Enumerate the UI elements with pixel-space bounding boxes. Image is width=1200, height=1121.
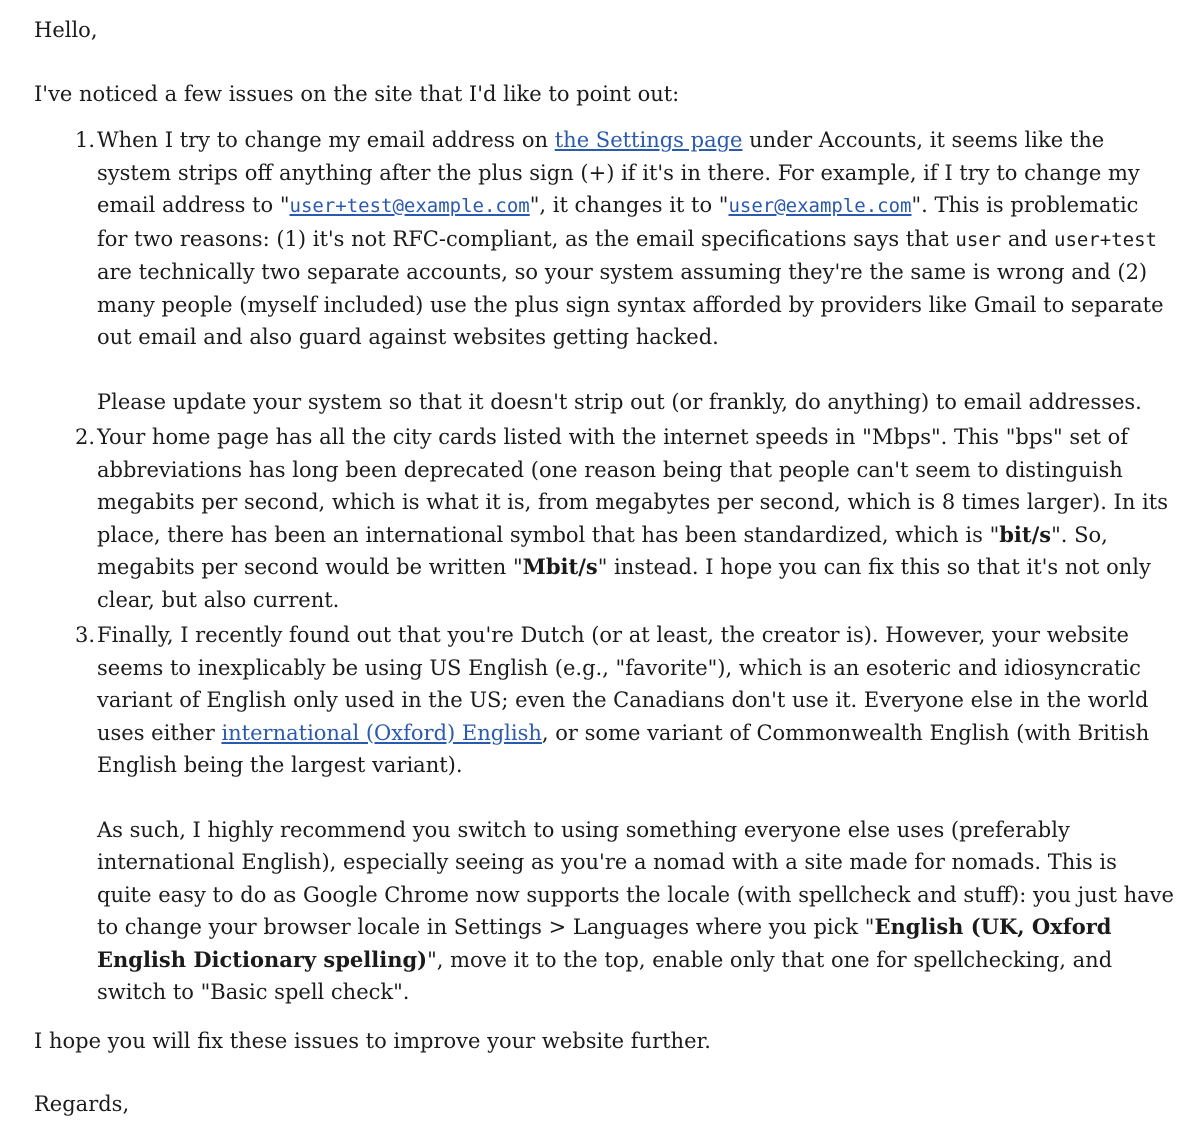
- email-code: user@example.com: [728, 195, 912, 217]
- text-run: , or some variant of Commonwealth English (with British English being the largest variant).: [97, 720, 1150, 777]
- text-run: are technically two separate accounts, so your system assuming they're the same is wrong and (2) many people (myself included) use the plus sign syntax afforded by providers like Gmail to separate out email and also guard against websites getting hacked.: [97, 260, 1164, 349]
- settings-page-link[interactable]: the Settings page: [554, 128, 743, 152]
- list-item: [34, 421, 1174, 616]
- greeting: Hello,: [34, 18, 98, 42]
- list-item: [34, 124, 1174, 418]
- list-number: 1.: [75, 128, 96, 152]
- text-run: under Accounts, it seems like the system strips off anything after the plus sign (+) if it's in there. For example, if I try to change my email address to ": [97, 128, 1140, 217]
- list-number: 2.: [75, 425, 96, 449]
- signoff: Regards,: [34, 1092, 130, 1116]
- issue-1-request: Please update your system so that it doesn't strip out (or frankly, do anything) to email addresses.: [97, 389, 1142, 414]
- text-run: " instead. I hope you can fix this so that it's not only clear, but also current.: [97, 555, 1151, 612]
- text-run: Finally, I recently found out that you're Dutch (or at least, the creator is). However, your website seems to inexplicably be using US English (e.g., "favorite"), which is an esoteric and idiosyncratic variant of English only used in the US; even the Canadians don't use it. Everyone else in the world uses either: [97, 623, 1149, 745]
- list-number: 3.: [75, 623, 96, 647]
- issues-list: [34, 124, 1174, 1009]
- issue-2-paragraph: [97, 421, 1174, 616]
- email-link-plus[interactable]: [290, 193, 530, 217]
- text-run: Your home page has all the city cards listed with the internet speeds in "Mbps". This "bps" set of abbreviations has long been deprecated (one reason being that people can't seem to distinguish megabits per second, which is what it is, from megabytes per second, which is 8 times larger). In its place, there has been an international symbol that has been standardized, which is ": [97, 425, 1168, 547]
- text-run: ", move it to the top, enable only that one for spellchecking, and switch to "Basic spell check".: [97, 947, 1113, 1004]
- text-run: ". This is problematic for two reasons: (1) it's not RFC-compliant, as the email specifications says that: [97, 193, 1139, 251]
- email-code: user+test@example.com: [289, 195, 530, 217]
- closing-paragraph: I hope you will fix these issues to improve your website further.: [34, 1028, 711, 1053]
- inline-code-user: user: [955, 228, 1002, 251]
- text-run: When I try to change my email address on: [97, 128, 555, 152]
- inline-code-user-test: user+test: [1054, 228, 1157, 251]
- bold-locale-name: English (UK, Oxford English Dictionary spelling): [97, 914, 1112, 972]
- text-run: As such, I highly recommend you switch to using something everyone else uses (preferably international English), especially seeing as you're a nomad with a site made for nomads. This is quite easy to do as Google Chrome now supports the locale (with spellcheck and stuff): you just have to change your browser locale in Settings > Languages where you pick ": [97, 817, 1174, 939]
- intro-paragraph: I've noticed a few issues on the site that I'd like to point out:: [34, 81, 680, 106]
- bold-mbit-s: Mbit/s: [522, 554, 598, 579]
- list-item: [34, 619, 1174, 1009]
- bold-bit-s: bit/s: [999, 521, 1052, 547]
- issue-3-paragraph: [97, 619, 1174, 782]
- oxford-english-link[interactable]: international (Oxford) English: [221, 720, 542, 745]
- email-link-plain[interactable]: [728, 193, 911, 217]
- text-run: ". So, megabits per second would be written ": [97, 522, 1108, 579]
- email-body: [34, 14, 1174, 1121]
- text-run: ", it changes it to ": [529, 193, 729, 217]
- issue-1-paragraph: [97, 124, 1174, 354]
- issue-3-recommendation: [97, 814, 1174, 1009]
- text-run: and: [1001, 226, 1054, 251]
